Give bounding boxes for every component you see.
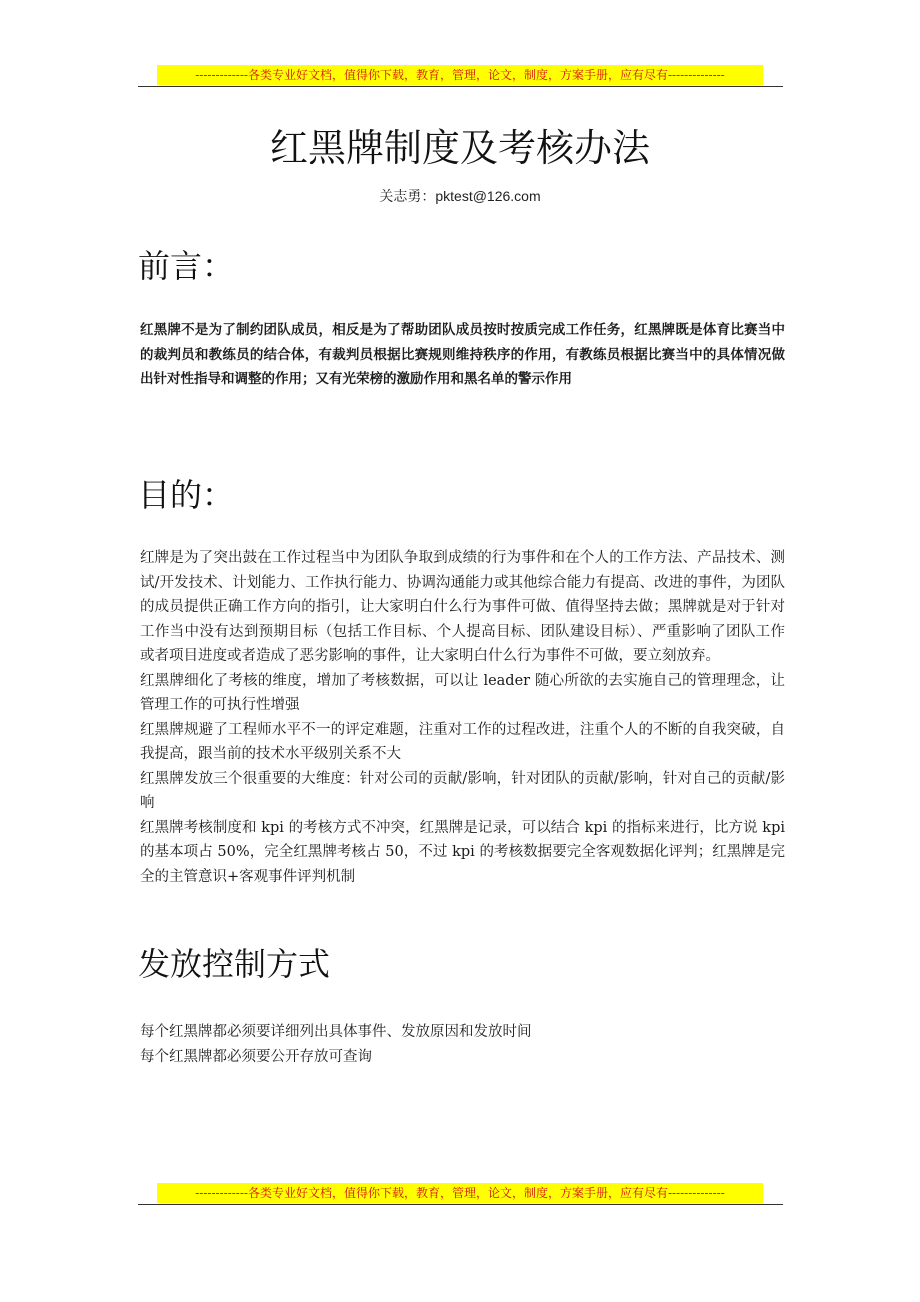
author-email: pktest@126.com [435,188,541,204]
header-banner: -------------各类专业好文档，值得你下载，教育，管理，论文，制度，方案手册，应有尽有-------------- [157,65,763,85]
preface-section [140,318,785,392]
footer-rule [138,1204,783,1205]
document-title: 红黑牌制度及考核办法 [269,126,650,170]
preface-heading: 前言： [138,247,235,285]
purpose-paragraph: 红黑牌细化了考核的维度，增加了考核数据，可以让 leader 随心所欲的去实施自己的管理理念，让管理工作的可执行性增强 [140,672,785,713]
purpose-paragraph: 红黑牌发放三个很重要的大维度：针对公司的贡献/影响，针对团队的贡献/影响，针对自己的贡献/影响 [140,770,785,811]
footer-banner: -------------各类专业好文档，值得你下载，教育，管理，论文，制度，方案手册，应有尽有-------------- [157,1183,763,1203]
preface-paragraph: 红黑牌不是为了制约团队成员，相反是为了帮助团队成员按时按质完成工作任务，红黑牌既是体育比赛当中的裁判员和教练员的结合体，有裁判员根据比赛规则维持秩序的作用，有教练员根据比赛当中的具体情况做出针对性指导和调整的作用；又有光荣榜的激励作用和黑名单的警示作用 [140,322,785,387]
control-paragraph: 每个红黑牌都必须要公开存放可查询 [140,1048,372,1065]
author-label: 关志勇： [379,189,436,205]
purpose-section [140,546,785,889]
purpose-paragraph: 红牌是为了突出鼓在工作过程当中为团队争取到成绩的行为事件和在个人的工作方法、产品技术、测试/开发技术、计划能力、工作执行能力、协调沟通能力或其他综合能力有提高、改进的事件，为团队的成员提供正确工作方向的指引，让大家明白什么行为事件可做、值得坚持去做；黑牌就是对于针对工作当中没有达到预期目标（包括工作目标、个人提高目标、团队建设目标）、严重影响了团队工作或者项目进度或者造成了恶劣影响的事件，让大家明白什么行为事件不可做，要立刻放弃。 [140,550,785,664]
purpose-heading: 目的： [138,476,235,514]
purpose-paragraph: 红黑牌考核制度和 kpi 的考核方式不冲突，红黑牌是记录，可以结合 kpi 的指标来进行，比方说 kpi 的基本项占 50%，完全红黑牌考核占 50，不过 kpi 的考核数据要完全客观数据化评判；红黑牌是完全的主管意识+客观事件评判机制 [140,819,785,885]
control-heading: 发放控制方式 [138,945,331,983]
control-paragraph: 每个红黑牌都必须要详细列出具体事件、发放原因和发放时间 [140,1024,532,1040]
header-rule [138,86,783,87]
purpose-paragraph: 红黑牌规避了工程师水平不一的评定难题，注重对工作的过程改进，注重个人的不断的自我突破，自我提高，跟当前的技术水平级别关系不大 [140,721,785,762]
author-line [0,186,920,207]
control-section [140,1020,785,1069]
